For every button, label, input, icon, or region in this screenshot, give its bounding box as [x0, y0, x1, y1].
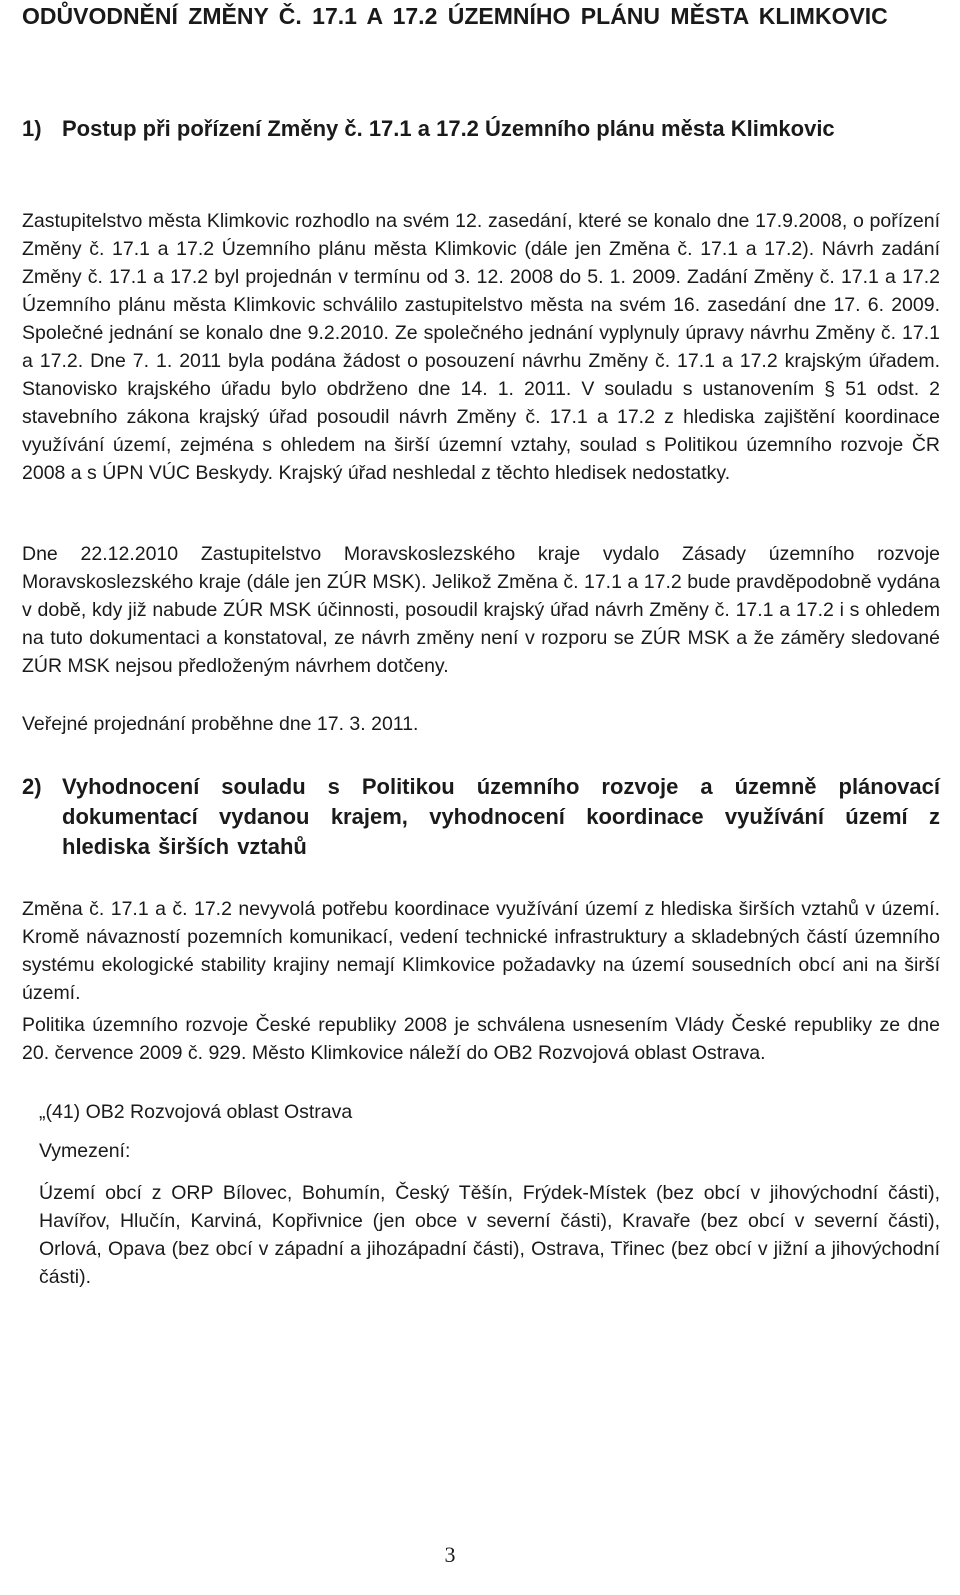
page-number: 3 [444, 1542, 456, 1567]
section-2-title: Vyhodnocení souladu s Politikou územního rozvoje a územně plánovací dokumentací vydanou krajem, vyhodnocení koordinace využívání území z hlediska širších vztahů [62, 774, 940, 859]
document-title: ODŮVODNĚNÍ ZMĚNY Č. 17.1 A 17.2 ÚZEMNÍHO PLÁNU MĚSTA KLIMKOVIC [22, 3, 888, 29]
section-1-heading [22, 114, 940, 144]
section-1-number: 1) [22, 116, 42, 141]
quote-text: Území obcí z ORP Bílovec, Bohumín, Český Těšín, Frýdek-Místek (bez obcí v jihovýchodní části), Havířov, Hlučín, Karviná, Kopřivnice (jen obce v severní části), Kravaře (bez obcí v severní části), Orlová, Opava (bez obcí v západní a jihozápadní části), Ostrava, Třinec (bez obcí v jižní a jihovýchodní části). [39, 1182, 940, 1288]
section-2-number: 2) [22, 774, 42, 799]
section-1-title: Postup při pořízení Změny č. 17.1 a 17.2 Územního plánu města Klimkovic [62, 116, 835, 141]
section-2-heading [22, 772, 940, 862]
section-1-paragraph-public-hearing: Veřejné projednání proběhne dne 17. 3. 2011. [22, 713, 419, 735]
section-2-paragraph-coordination: Změna č. 17.1 a č. 17.2 nevyvolá potřebu koordinace využívání území z hlediska širších vztahů v území. Kromě návazností pozemních komunikací, vedení technické infrastruktury a skladebných částí územního systému ekologické stability krajiny nemají Klimkovice požadavky na území sousedních obcí ani na širší území. [22, 898, 940, 1004]
section-1-paragraph-procedure: Zastupitelstvo města Klimkovic rozhodlo na svém 12. zasedání, které se konalo dne 17.9.2008, o pořízení Změny č. 17.1 a 17.2 Územního plánu města Klimkovic (dále jen Změna č. 17.1 a 17.2). Návrh zadání Změny č. 17.1 a 17.2 byl projednán v termínu od 3. 12. 2008 do 5. 1. 2009. Zadání Změny č. 17.1 a 17.2 Územního plánu města Klimkovic schválilo zastupitelstvo města na svém 16. zasedání dne 17. 6. 2009. Společné jednání se konalo dne 9.2.2010. Ze společného jednání vyplynuly úpravy návrhu Změny č. 17.1 a 17.2. Dne 7. 1. 2011 byla podána žádost o posouzení návrhu Změny č. 17.1 a 17.2 krajským úřadem. Stanovisko krajského úřadu bylo obdrženo dne 14. 1. 2011. V souladu s ustanovením § 51 odst. 2 stavebního zákona krajský úřad posoudil návrh Změny č. 17.1 a 17.2 z hlediska zajištění koordinace využívání území, zejména s ohledem na širší územní vztahy, soulad s Politikou územního rozvoje ČR 2008 a s ÚPN VÚC Beskydy. Krajský úřad neshledal z těchto hledisek nedostatky. [22, 210, 940, 484]
section-2-paragraph-policy: Politika územního rozvoje České republiky 2008 je schválena usnesením Vlády České republiky ze dne 20. července 2009 č. 929. Město Klimkovice náleží do OB2 Rozvojová oblast Ostrava. [22, 1014, 940, 1064]
section-1-paragraph-zur-msk: Dne 22.12.2010 Zastupitelstvo Moravskoslezského kraje vydalo Zásady územního rozvoje Moravskoslezského kraje (dále jen ZÚR MSK). Jelikož Změna č. 17.1 a 17.2 bude pravděpodobně vydána v době, kdy již nabude ZÚR MSK účinnosti, posoudil krajský úřad návrh Změny č. 17.1 a 17.2 i s ohledem na tuto dokumentaci a konstatoval, ze návrh změny není v rozporu se ZÚR MSK a že záměry sledované ZÚR MSK nejsou předloženým návrhem dotčeny. [22, 543, 940, 677]
quote-label: Vymezení: [39, 1140, 131, 1162]
quote-heading: „(41) OB2 Rozvojová oblast Ostrava [39, 1101, 353, 1123]
